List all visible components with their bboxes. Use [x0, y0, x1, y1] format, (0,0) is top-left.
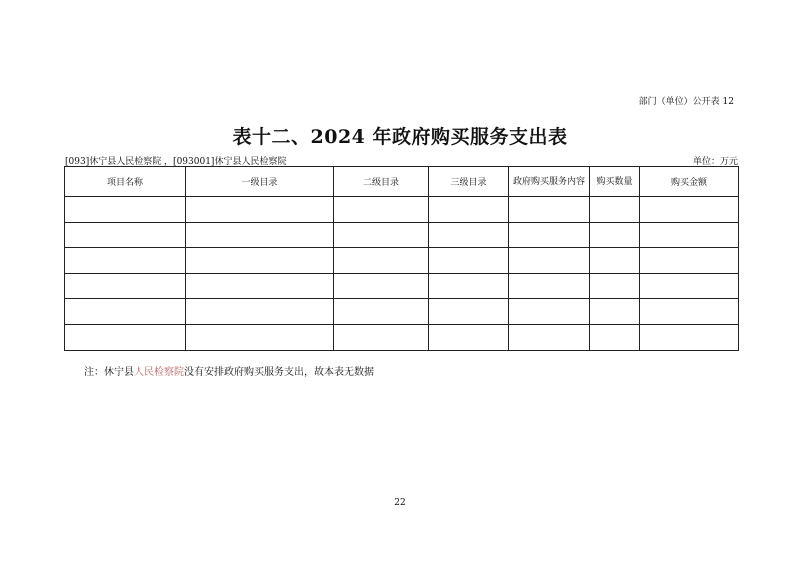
table-cell	[334, 197, 429, 223]
column-header-level1-category: 一级目录	[186, 167, 334, 197]
table-cell	[640, 197, 739, 223]
table-cell	[640, 299, 739, 325]
table-body	[65, 197, 739, 351]
table-cell	[186, 324, 334, 350]
table-cell	[640, 222, 739, 248]
table-note	[84, 363, 374, 378]
table-cell	[590, 222, 640, 248]
table-cell	[590, 197, 640, 223]
table-cell	[590, 299, 640, 325]
table-cell	[186, 248, 334, 274]
table-cell	[640, 248, 739, 274]
table-cell	[186, 222, 334, 248]
table-cell	[590, 273, 640, 299]
table-cell	[65, 222, 186, 248]
table-cell	[429, 197, 509, 223]
page-number: 22	[394, 498, 406, 508]
table-cell	[334, 324, 429, 350]
table-cell	[186, 197, 334, 223]
table-cell	[429, 222, 509, 248]
table-row	[65, 324, 739, 350]
column-header-level2-category: 二级目录	[334, 167, 429, 197]
column-header-quantity-text: 购买数量	[596, 176, 633, 187]
table-cell	[509, 197, 590, 223]
table-header-row	[65, 167, 739, 197]
page-title: 表十二、2024 年政府购买服务支出表	[232, 126, 568, 148]
table-row	[65, 299, 739, 325]
column-header-service-content-text: 政府购买服务内容	[512, 176, 585, 187]
unit-name: [093]休宁县人民检察院 ，[093001]休宁县人民检察院	[65, 157, 287, 167]
table-cell	[334, 299, 429, 325]
note-suffix: 没有安排政府购买服务支出，故本表无数据	[184, 367, 374, 378]
table-cell	[509, 222, 590, 248]
purchase-services-table	[64, 166, 739, 351]
table-cell	[429, 299, 509, 325]
table-cell	[429, 324, 509, 350]
table-cell	[65, 324, 186, 350]
column-header-level3-category: 三级目录	[429, 167, 509, 197]
table-row	[65, 222, 739, 248]
table-cell	[429, 273, 509, 299]
unit-label: 单位：万元	[692, 157, 738, 167]
note-prefix: 注：休宁县	[84, 367, 134, 378]
table-cell	[334, 248, 429, 274]
table-row	[65, 197, 739, 223]
table-cell	[429, 248, 509, 274]
table-cell	[509, 299, 590, 325]
column-header-project-name: 项目名称	[65, 167, 186, 197]
note-highlight: 人民检察院	[134, 367, 184, 378]
table-cell	[186, 273, 334, 299]
table-cell	[65, 299, 186, 325]
table-cell	[640, 324, 739, 350]
table-cell	[65, 197, 186, 223]
table-cell	[590, 324, 640, 350]
table-cell	[509, 273, 590, 299]
table-cell	[590, 248, 640, 274]
table-cell	[334, 222, 429, 248]
table-cell	[334, 273, 429, 299]
table-cell	[186, 299, 334, 325]
table-cell	[65, 273, 186, 299]
table-row	[65, 248, 739, 274]
table-cell	[509, 324, 590, 350]
table-cell	[509, 248, 590, 274]
column-header-service-content	[509, 167, 590, 197]
table-cell	[640, 273, 739, 299]
form-code: 部门（单位）公开表 12	[638, 97, 734, 107]
table-row	[65, 273, 739, 299]
column-header-amount: 购买金额	[640, 167, 739, 197]
table-cell	[65, 248, 186, 274]
column-header-quantity	[590, 167, 640, 197]
